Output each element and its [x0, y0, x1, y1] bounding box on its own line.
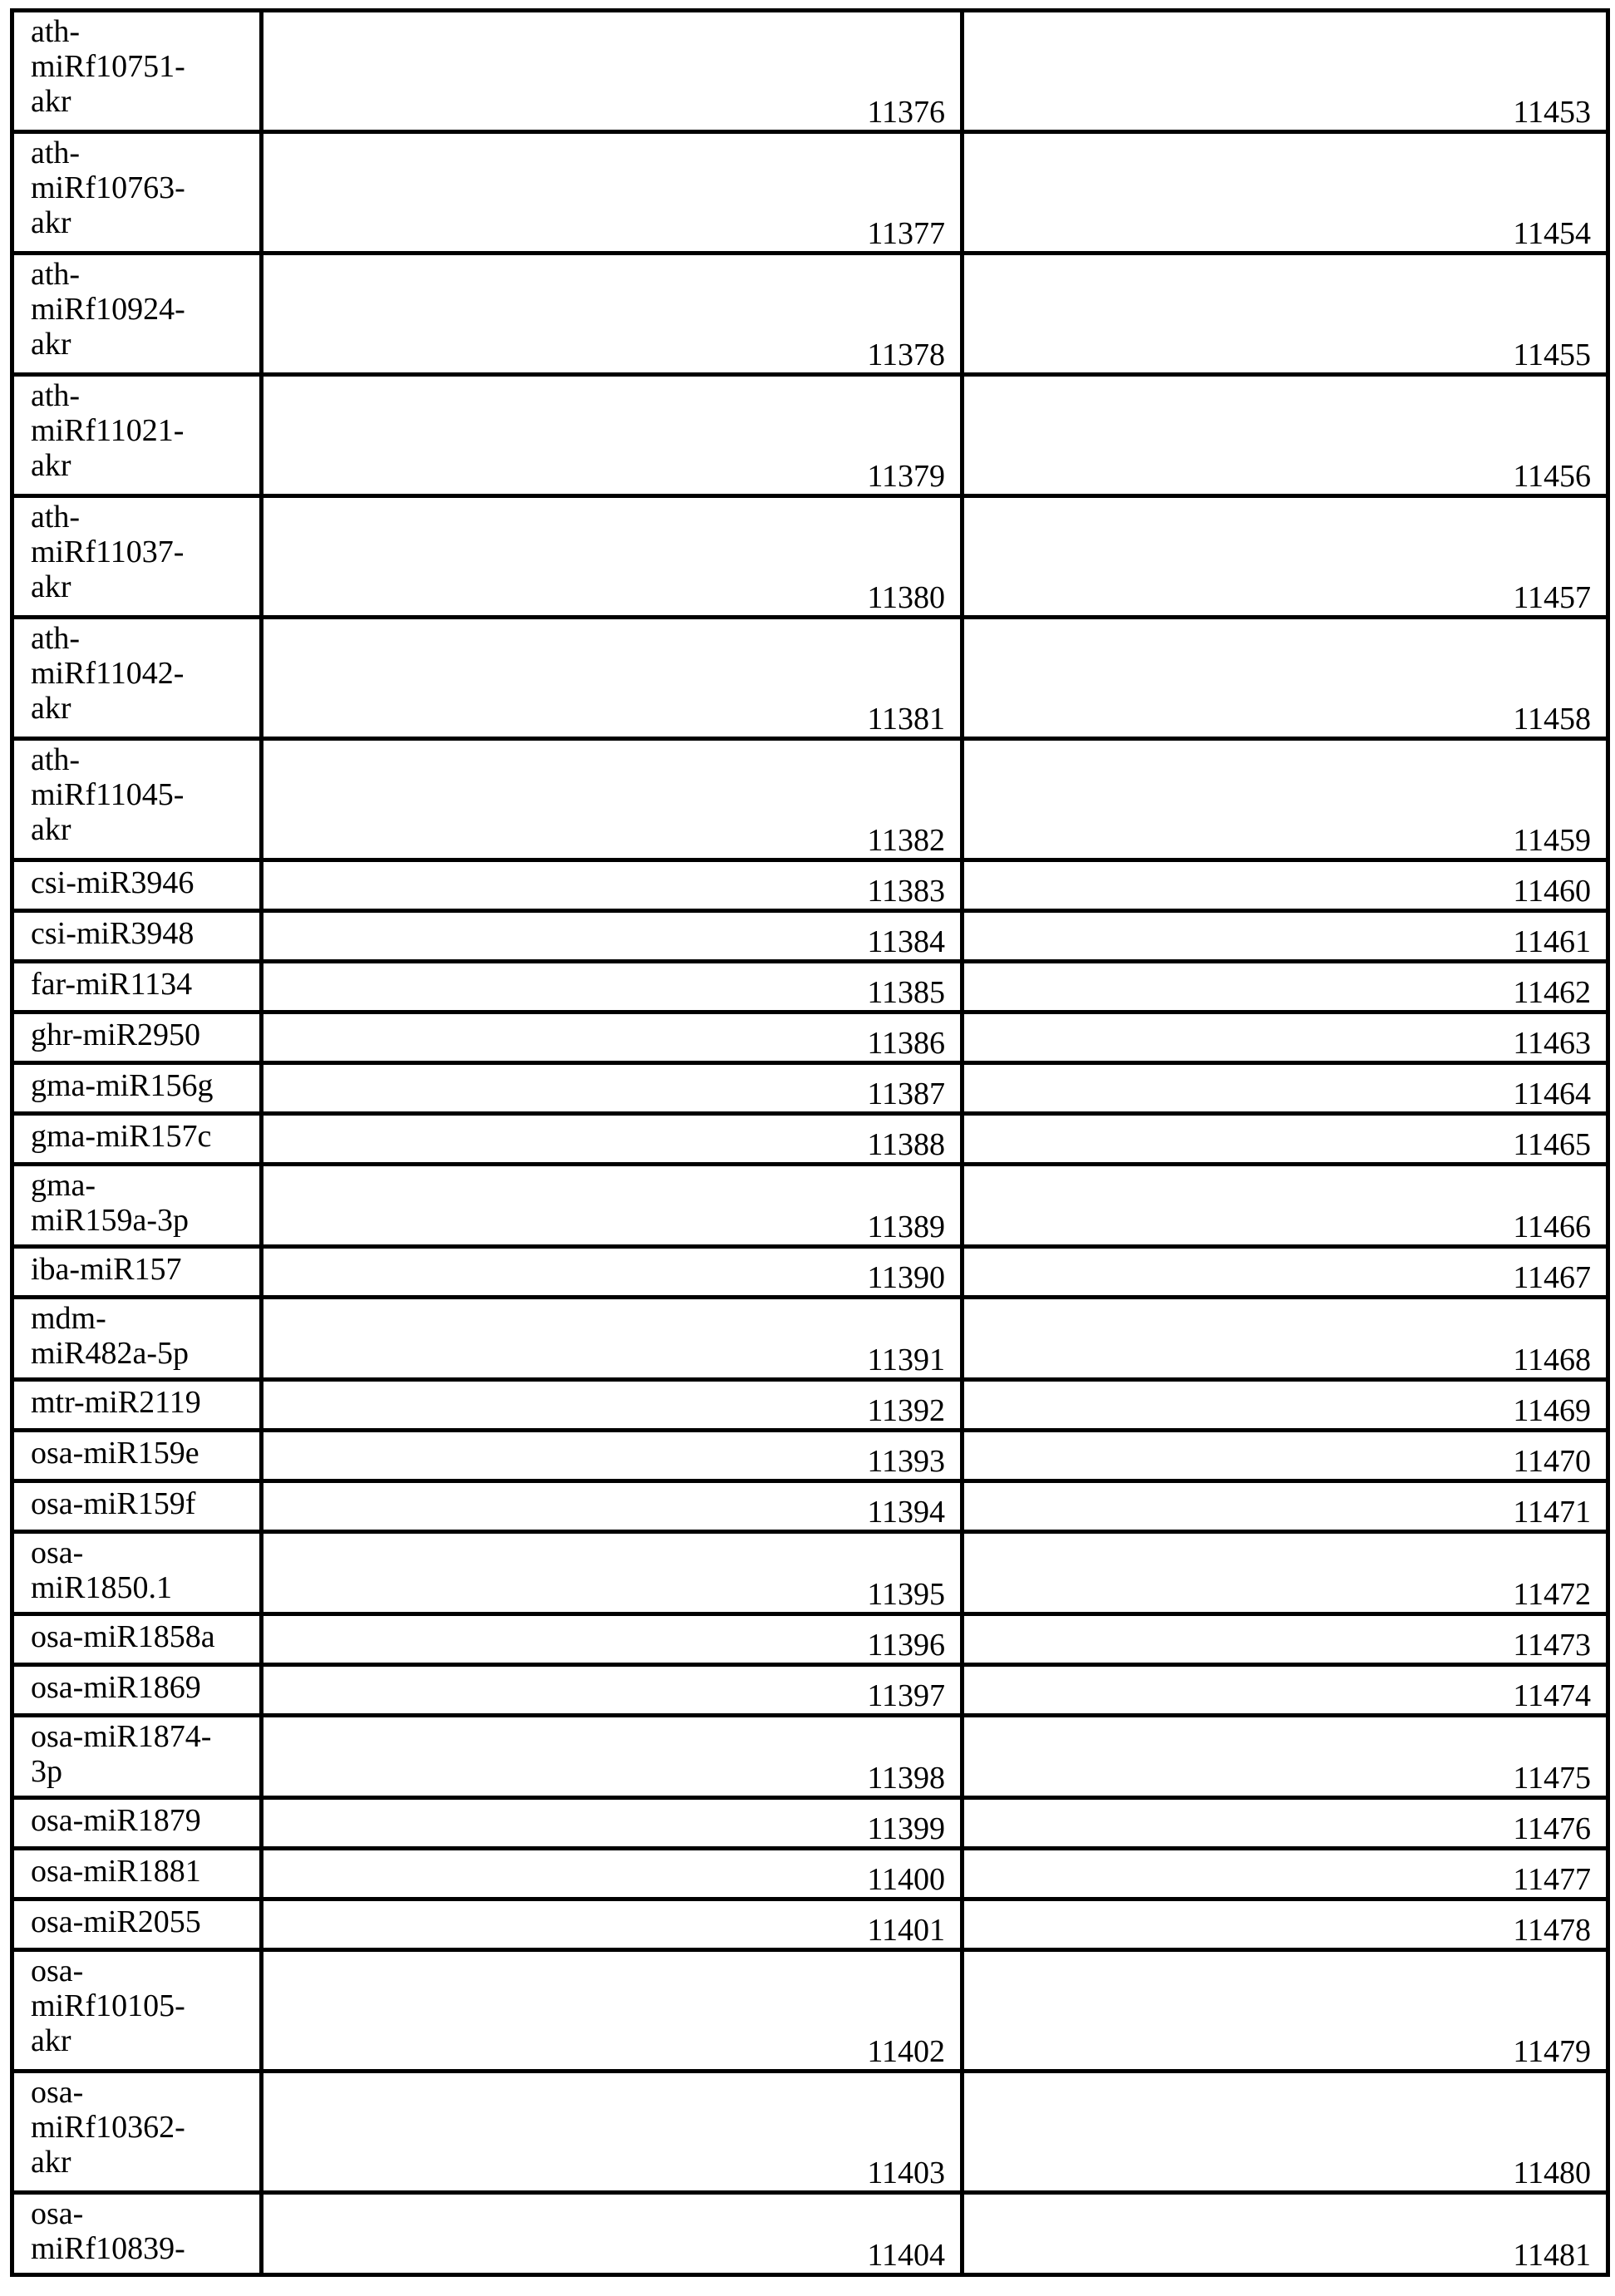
mirna-name-line: akr: [31, 2145, 246, 2180]
mirna-name-line: osa-miR1858a: [31, 1619, 246, 1654]
table-row: [12, 1899, 1608, 1950]
seq-id-cell-2: 11473: [963, 1614, 1608, 1665]
seq-id-cell-2: 11469: [963, 1380, 1608, 1431]
mirna-name-line: akr: [31, 691, 246, 726]
mirna-name-line: gma-: [31, 1168, 246, 1203]
mirna-name-cell: [12, 618, 262, 739]
mirna-name-line: akr: [31, 2023, 246, 2058]
mirna-name-line: akr: [31, 84, 246, 119]
mirna-name-line: akr: [31, 205, 246, 240]
mirna-name-line: far-miR1134: [31, 967, 246, 1002]
table-row: [12, 1665, 1608, 1716]
mirna-name-line: ath-: [31, 621, 246, 656]
table-row: [12, 1614, 1608, 1665]
seq-id-cell-1: 11397: [262, 1665, 963, 1716]
seq-id-cell-2: 11463: [963, 1013, 1608, 1063]
mirna-name-line: miRf11042-: [31, 656, 246, 691]
mirna-name-cell: [12, 1532, 262, 1614]
mirna-name-cell: [12, 962, 262, 1013]
table-row: [12, 2193, 1608, 2275]
mirna-name-line: ath-: [31, 135, 246, 170]
mirna-name-line: ath-: [31, 257, 246, 292]
mirna-name-cell: [12, 1481, 262, 1532]
seq-id-cell-1: 11403: [262, 2072, 963, 2193]
table-row: [12, 1798, 1608, 1849]
table-row: [12, 962, 1608, 1013]
seq-id-cell-2: 11475: [963, 1716, 1608, 1798]
mirna-name-line: csi-miR3948: [31, 916, 246, 951]
mirna-name-cell: [12, 1431, 262, 1481]
mirna-name-line: akr: [31, 569, 246, 604]
mirna-name-cell: [12, 1716, 262, 1798]
table-row: [12, 860, 1608, 911]
table-row: [12, 1716, 1608, 1798]
mirna-name-line: ath-: [31, 14, 246, 49]
seq-id-cell-2: 11457: [963, 496, 1608, 618]
mirna-name-cell: [12, 375, 262, 496]
mirna-name-line: mtr-miR2119: [31, 1385, 246, 1420]
table-row: [12, 1431, 1608, 1481]
seq-id-cell-2: 11471: [963, 1481, 1608, 1532]
seq-id-cell-1: 11383: [262, 860, 963, 911]
mirna-name-cell: [12, 2072, 262, 2193]
seq-id-cell-1: 11399: [262, 1798, 963, 1849]
mirna-name-line: osa-miR159f: [31, 1486, 246, 1521]
seq-id-cell-1: 11396: [262, 1614, 963, 1665]
seq-id-cell-1: 11386: [262, 1013, 963, 1063]
mirna-name-line: miR159a-3p: [31, 1203, 246, 1238]
mirna-name-line: osa-miR1874-: [31, 1719, 246, 1754]
mirna-name-line: miRf11021-: [31, 413, 246, 448]
seq-id-cell-1: 11381: [262, 618, 963, 739]
seq-id-cell-2: 11476: [963, 1798, 1608, 1849]
mirna-name-line: ath-: [31, 378, 246, 413]
mirna-name-line: miRf10924-: [31, 292, 246, 327]
mirna-name-cell: [12, 1798, 262, 1849]
seq-id-cell-2: 11472: [963, 1532, 1608, 1614]
seq-id-cell-2: 11458: [963, 618, 1608, 739]
mirna-name-cell: [12, 1950, 262, 2072]
mirna-name-cell: [12, 1114, 262, 1165]
seq-id-cell-2: 11474: [963, 1665, 1608, 1716]
mirna-name-line: gma-miR156g: [31, 1068, 246, 1103]
mirna-name-line: 3p: [31, 1754, 246, 1789]
table-row: [12, 1849, 1608, 1899]
mirna-name-line: osa-: [31, 1954, 246, 1988]
mirna-name-line: akr: [31, 812, 246, 847]
mirna-name-line: gma-miR157c: [31, 1119, 246, 1154]
table-body: [12, 11, 1608, 2275]
seq-id-cell-1: 11389: [262, 1165, 963, 1247]
seq-id-cell-1: 11380: [262, 496, 963, 618]
seq-id-cell-1: 11385: [262, 962, 963, 1013]
seq-id-cell-1: 11392: [262, 1380, 963, 1431]
seq-id-cell-2: 11461: [963, 911, 1608, 962]
seq-id-cell-2: 11479: [963, 1950, 1608, 2072]
seq-id-cell-2: 11459: [963, 739, 1608, 860]
mirna-name-cell: [12, 496, 262, 618]
mirna-name-line: akr: [31, 448, 246, 483]
mirna-name-line: ghr-miR2950: [31, 1017, 246, 1052]
seq-id-cell-2: 11470: [963, 1431, 1608, 1481]
seq-id-cell-1: 11391: [262, 1298, 963, 1380]
table-row: [12, 1950, 1608, 2072]
seq-id-cell-2: 11462: [963, 962, 1608, 1013]
mirna-name-line: ath-: [31, 500, 246, 535]
mirna-name-line: miRf10105-: [31, 1988, 246, 2023]
seq-id-cell-1: 11404: [262, 2193, 963, 2275]
mirna-name-line: miR1850.1: [31, 1570, 246, 1605]
table-row: [12, 375, 1608, 496]
seq-id-cell-2: 11466: [963, 1165, 1608, 1247]
table-row: [12, 496, 1608, 618]
seq-id-cell-2: 11465: [963, 1114, 1608, 1165]
seq-id-cell-2: 11480: [963, 2072, 1608, 2193]
seq-id-cell-2: 11478: [963, 1899, 1608, 1950]
seq-id-cell-1: 11379: [262, 375, 963, 496]
mirna-name-line: osa-: [31, 2196, 246, 2231]
table-row: [12, 618, 1608, 739]
table-row: [12, 1481, 1608, 1532]
seq-id-cell-1: 11401: [262, 1899, 963, 1950]
mirna-name-line: osa-miR159e: [31, 1436, 246, 1471]
mirna-name-line: miRf11045-: [31, 777, 246, 812]
table-row: [12, 1063, 1608, 1114]
mirna-name-line: ath-: [31, 742, 246, 777]
mirna-name-cell: [12, 11, 262, 132]
table-row: [12, 11, 1608, 132]
mirna-name-cell: [12, 1380, 262, 1431]
mirna-name-cell: [12, 1614, 262, 1665]
seq-id-cell-1: 11394: [262, 1481, 963, 1532]
table-row: [12, 1114, 1608, 1165]
table-row: [12, 2072, 1608, 2193]
mirna-name-line: miRf10362-: [31, 2110, 246, 2145]
seq-id-cell-2: 11460: [963, 860, 1608, 911]
seq-id-cell-1: 11402: [262, 1950, 963, 2072]
seq-id-cell-2: 11454: [963, 132, 1608, 254]
mirna-name-line: iba-miR157: [31, 1252, 246, 1287]
table-row: [12, 1532, 1608, 1614]
seq-id-cell-2: 11467: [963, 1247, 1608, 1298]
mirna-name-cell: [12, 860, 262, 911]
mirna-name-cell: [12, 1013, 262, 1063]
seq-id-cell-1: 11395: [262, 1532, 963, 1614]
table-row: [12, 132, 1608, 254]
seq-id-cell-1: 11393: [262, 1431, 963, 1481]
mirna-name-line: osa-: [31, 1535, 246, 1570]
seq-id-cell-2: 11453: [963, 11, 1608, 132]
mirna-name-line: osa-miR2055: [31, 1904, 246, 1939]
table-row: [12, 739, 1608, 860]
seq-id-cell-2: 11468: [963, 1298, 1608, 1380]
table-row: [12, 1165, 1608, 1247]
mirna-name-line: miRf11037-: [31, 535, 246, 569]
mirna-name-cell: [12, 1298, 262, 1380]
mirna-name-line: osa-miR1881: [31, 1854, 246, 1889]
mirna-name-line: mdm-: [31, 1301, 246, 1336]
mirna-name-cell: [12, 911, 262, 962]
mirna-name-line: osa-miR1879: [31, 1803, 246, 1838]
seq-id-cell-2: 11481: [963, 2193, 1608, 2275]
mirna-sequence-table: [10, 8, 1610, 2277]
seq-id-cell-1: 11377: [262, 132, 963, 254]
mirna-name-line: osa-: [31, 2075, 246, 2110]
mirna-name-line: miRf10839-: [31, 2231, 246, 2266]
mirna-name-cell: [12, 1165, 262, 1247]
seq-id-cell-1: 11384: [262, 911, 963, 962]
seq-id-cell-2: 11455: [963, 254, 1608, 375]
mirna-name-line: miRf10763-: [31, 170, 246, 205]
mirna-name-cell: [12, 1899, 262, 1950]
mirna-name-cell: [12, 1063, 262, 1114]
mirna-name-line: miRf10751-: [31, 49, 246, 84]
mirna-name-cell: [12, 254, 262, 375]
seq-id-cell-1: 11388: [262, 1114, 963, 1165]
table-row: [12, 1298, 1608, 1380]
mirna-name-cell: [12, 2193, 262, 2275]
mirna-name-cell: [12, 739, 262, 860]
table-row: [12, 254, 1608, 375]
table-row: [12, 1013, 1608, 1063]
table-row: [12, 1247, 1608, 1298]
mirna-name-cell: [12, 1849, 262, 1899]
seq-id-cell-2: 11456: [963, 375, 1608, 496]
mirna-name-line: miR482a-5p: [31, 1336, 246, 1371]
mirna-name-line: akr: [31, 327, 246, 362]
mirna-name-line: csi-miR3946: [31, 865, 246, 900]
seq-id-cell-2: 11477: [963, 1849, 1608, 1899]
seq-id-cell-2: 11464: [963, 1063, 1608, 1114]
seq-id-cell-1: 11400: [262, 1849, 963, 1899]
table-row: [12, 911, 1608, 962]
mirna-name-cell: [12, 1665, 262, 1716]
seq-id-cell-1: 11387: [262, 1063, 963, 1114]
seq-id-cell-1: 11376: [262, 11, 963, 132]
mirna-name-line: osa-miR1869: [31, 1670, 246, 1705]
table-row: [12, 1380, 1608, 1431]
seq-id-cell-1: 11390: [262, 1247, 963, 1298]
mirna-name-cell: [12, 1247, 262, 1298]
seq-id-cell-1: 11378: [262, 254, 963, 375]
seq-id-cell-1: 11382: [262, 739, 963, 860]
mirna-name-cell: [12, 132, 262, 254]
seq-id-cell-1: 11398: [262, 1716, 963, 1798]
